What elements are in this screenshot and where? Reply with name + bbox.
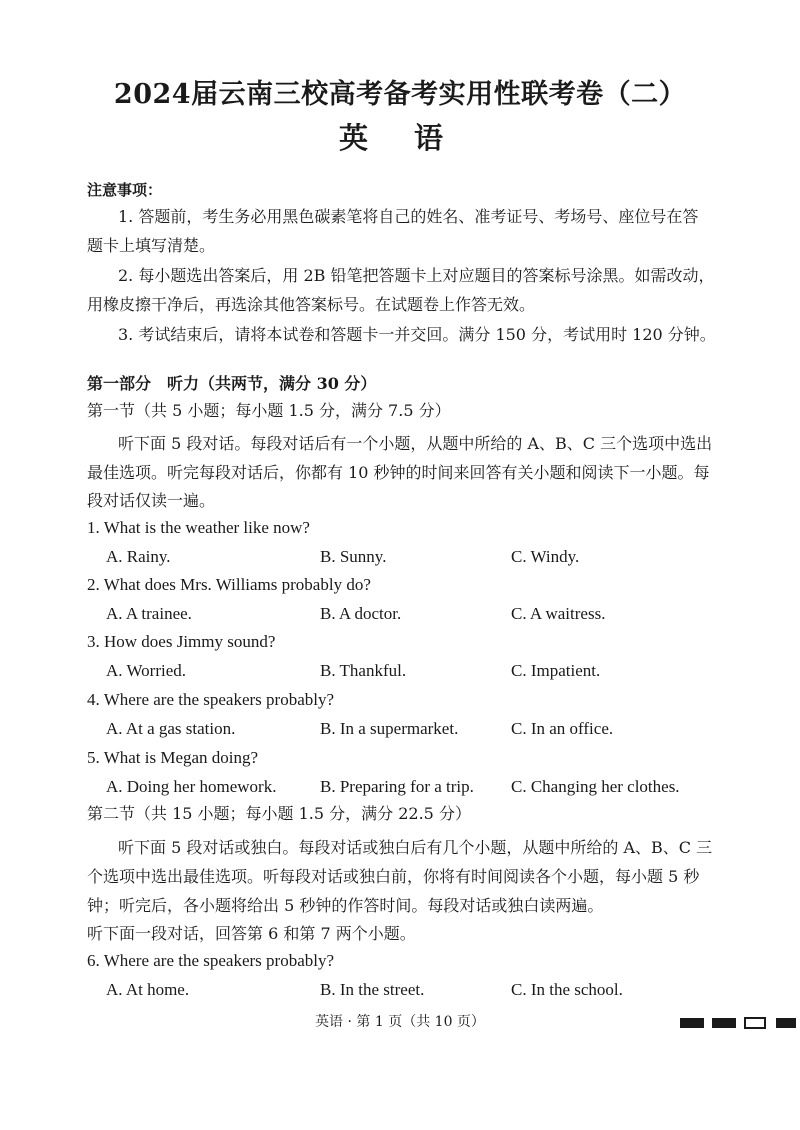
section1-instruction-line-3: 段对话仅读一遍。 [87, 491, 216, 510]
question-5-option-a: A. Doing her homework. [106, 777, 277, 796]
question-4-option-a: A. At a gas station. [106, 719, 236, 738]
question-4-option-c: C. In an office. [511, 719, 614, 738]
question-1-stem: 1. What is the weather like now? [87, 518, 310, 537]
registration-mark-filled-1 [680, 1018, 704, 1028]
question-3-option-b: B. Thankful. [320, 661, 407, 680]
notice-item-2-line-1: 2. 每小题选出答案后，用 2B 铅笔把答题卡上对应题目的答案标号涂黑。如需改动， [118, 266, 715, 285]
section2-heading: 第二节（共 15 小题；每小题 1.5 分，满分 22.5 分） [87, 804, 471, 823]
question-1-option-a: A. Rainy. [106, 547, 171, 566]
page-footer: 英语 · 第 1 页（共 10 页） [315, 1014, 485, 1030]
section2-instruction-line-4: 听下面一段对话，回答第 6 和第 7 两个小题。 [87, 924, 416, 943]
section1-instruction-line-2: 最佳选项。听完每段对话后，你都有 10 秒钟的时间来回答有关小题和阅读下一小题。每 [87, 463, 710, 482]
notice-item-1-line-1: 1. 答题前，考生务必用黑色碳素笔将自己的姓名、准考证号、考场号、座位号在答 [118, 207, 699, 226]
question-3-stem: 3. How does Jimmy sound? [87, 632, 276, 651]
section1-instruction-line-1: 听下面 5 段对话。每段对话后有一个小题，从题中所给的 A、B、C 三个选项中选出 [118, 434, 713, 453]
question-2-option-c: C. A waitress. [511, 604, 606, 623]
question-3-option-a: A. Worried. [106, 661, 186, 680]
question-4-option-b: B. In a supermarket. [320, 719, 459, 738]
question-2-option-a: A. A trainee. [106, 604, 192, 623]
notice-item-1-line-2: 题卡上填写清楚。 [87, 236, 216, 255]
question-5-option-b: B. Preparing for a trip. [320, 777, 474, 796]
exam-title: 2024届云南三校高考备考实用性联考卷（二） [113, 79, 687, 110]
notice-item-3: 3. 考试结束后，请将本试卷和答题卡一并交回。满分 150 分，考试用时 120 分钟。 [118, 325, 716, 344]
question-1-option-b: B. Sunny. [320, 547, 387, 566]
subject-title: 英 语 [338, 121, 462, 155]
question-1-option-c: C. Windy. [511, 547, 580, 566]
section1-heading: 第一节（共 5 小题；每小题 1.5 分，满分 7.5 分） [87, 401, 451, 420]
question-4-stem: 4. Where are the speakers probably? [87, 690, 335, 709]
section2-instruction-line-3: 钟；听完后，各小题将给出 5 秒钟的作答时间。每段对话或独白读两遍。 [87, 896, 604, 915]
question-6-option-a: A. At home. [106, 980, 190, 999]
question-2-option-b: B. A doctor. [320, 604, 402, 623]
registration-mark-hollow [744, 1017, 766, 1029]
notice-item-2-line-2: 用橡皮擦干净后，再选涂其他答案标号。在试题卷上作答无效。 [87, 295, 536, 314]
part1-heading: 第一部分 听力（共两节，满分 30 分） [87, 374, 377, 393]
notice-heading: 注意事项： [87, 181, 163, 199]
question-3-option-c: C. Impatient. [511, 661, 601, 680]
question-5-stem: 5. What is Megan doing? [87, 748, 259, 767]
section2-instruction-line-2: 个选项中选出最佳选项。听每段对话或独白前，你将有时间阅读各个小题，每小题 5 秒 [87, 867, 700, 886]
section2-instruction-line-1: 听下面 5 段对话或独白。每段对话或独白后有几个小题，从题中所给的 A、B、C 三 [118, 838, 713, 857]
registration-mark-filled-3 [776, 1018, 796, 1028]
question-6-option-b: B. In the street. [320, 980, 425, 999]
registration-mark-filled-2 [712, 1018, 736, 1028]
question-5-option-c: C. Changing her clothes. [511, 777, 680, 796]
question-6-option-c: C. In the school. [511, 980, 623, 999]
question-2-stem: 2. What does Mrs. Williams probably do? [87, 575, 371, 594]
question-6-stem: 6. Where are the speakers probably? [87, 951, 335, 970]
